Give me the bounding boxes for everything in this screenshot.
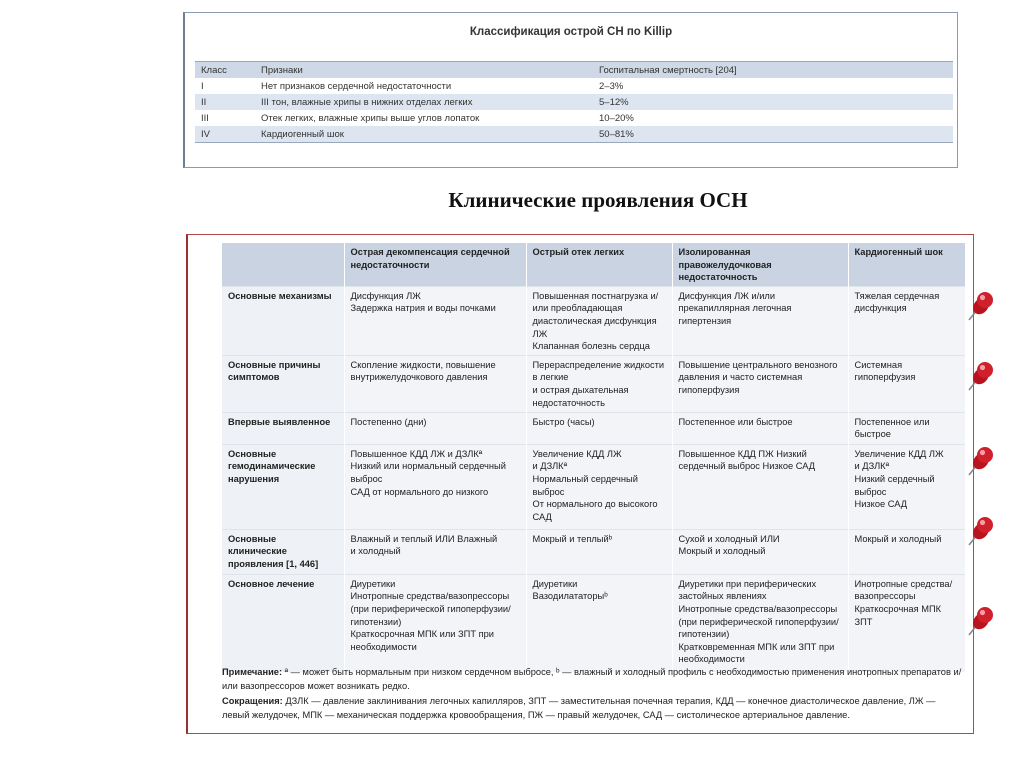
clinical-table-frame [186,234,974,734]
killip-title: Классификация острой СН по Killip [469,26,673,38]
killip-row [195,78,953,94]
killip-mortality: 5–12% [599,96,629,108]
table-cell: Постепенно (дни) [344,412,526,444]
abbreviations-paragraph [222,695,962,722]
killip-mortality: 50–81% [599,128,634,140]
killip-header-mortality: Госпитальная смертность [204] [599,64,737,76]
row-header: Основные гемодинамические нарушения [222,444,344,529]
note-text: ª — может быть нормальным при низком сердечном выбросе, ᵇ — влажный и холодный профиль с необходимостью применения инотропных препаратов и/или вазопрессоров может возникать редко. [222,667,962,691]
table-cell: Диуретики Вазодилататорыᵇ [526,574,672,672]
table-cell: Тяжелая сердечная дисфункция [848,286,965,355]
slide-heading-container [0,188,1024,213]
killip-classification-box [183,12,958,168]
header-acute-decompensation: Острая декомпенсация сердечной недостаточности [344,243,526,286]
table-cell: Постепенное или быстрое [672,412,848,444]
killip-mortality: 2–3% [599,80,624,92]
row-header: Основные клинические проявления [1, 446] [222,529,344,574]
killip-signs: Кардиогенный шок [261,128,344,140]
row-header: Основные механизмы [222,286,344,355]
note-label: Примечание: [222,667,283,677]
killip-header-signs: Признаки [261,64,303,76]
row-header: Впервые выявленное [222,412,344,444]
table-cell: Диуретики Инотропные средства/вазопрессоры (при периферической гипоперфузии/гипотензии) Краткосрочная МПК или ЗПТ при необходимости [344,574,526,672]
slide-heading: Клинические проявления ОСН [448,188,748,212]
pushpin-icon [963,605,995,639]
header-pulmonary-edema: Острый отек легких [526,243,672,286]
table-cell: Дисфункция ЛЖ и/или прекапиллярная легочная гипертензия [672,286,848,355]
pushpin-icon [963,515,995,549]
killip-class: III [201,112,209,124]
table-cell: Постепенное или быстрое [848,412,965,444]
abbreviations-label: Сокращения: [222,696,283,706]
table-cell: Повышенная постнагрузка и/или преобладающая диастолическая дисфункция ЛЖ Клапанная болезнь сердца [526,286,672,355]
table-cell: Перераспределение жидкости в легкие и острая дыхательная недостаточность [526,355,672,412]
killip-class: II [201,96,207,108]
abbreviations-text: ДЗЛК — давление заклинивания легочных капилляров, ЗПТ — заместительная почечная терапия, КДД — конечное диастолическое давление, ЛЖ — левый желудочек, МПК — механическая поддержка кровообращения, ПЖ — правый желудочек, САД — систолическое артериальное давление. [222,696,936,720]
header-right-ventricular-failure: Изолированная правожелудочковая недостаточность [672,243,848,286]
table-cell: Увеличение КДД ЛЖ и ДЗЛКª Низкий сердечный выброс Низкое САД [848,444,965,529]
table-cell: Скопление жидкости, повышение внутрижелудочкового давления [344,355,526,412]
table-cell: Сухой и холодный ИЛИ Мокрый и холодный [672,529,848,574]
table-cell: Увеличение КДД ЛЖ и ДЗЛКª Нормальный сердечный выброс От нормального до высокого САД [526,444,672,529]
clinical-manifestations-table [222,243,965,672]
table-cell: Дисфункция ЛЖ Задержка натрия и воды почками [344,286,526,355]
table-cell: Мокрый и теплыйᵇ [526,529,672,574]
table-row [222,444,965,529]
table-row [222,412,965,444]
table-cell: Повышенное КДД ЛЖ и ДЗЛКª Низкий или нормальный сердечный выброс САД от нормального до низкого [344,444,526,529]
killip-signs: III тон, влажные хрипы в нижних отделах легких [261,96,473,108]
note-paragraph [222,666,962,693]
killip-row [195,110,953,126]
header-empty [222,243,344,286]
pushpin-icon [963,290,995,324]
table-cell: Повышение центрального венозного давления и часто системная гипоперфузия [672,355,848,412]
pushpin-icon [963,360,995,394]
table-cell: Мокрый и холодный [848,529,965,574]
killip-header-row [195,62,953,79]
row-header: Основное лечение [222,574,344,672]
table-cell: Диуретики при периферических застойных явлениях Инотропные средства/вазопрессоры (при периферической гипоперфузии/гипотензии) Кратковременная МПК или ЗПТ при необходимости [672,574,848,672]
killip-signs: Отек легких, влажные хрипы выше углов лопаток [261,112,480,124]
table-cell: Системная гипоперфузия [848,355,965,412]
killip-row [195,94,953,110]
killip-class: IV [201,128,210,140]
table-row [222,355,965,412]
killip-mortality: 10–20% [599,112,634,124]
clinical-header-row [222,243,965,286]
killip-signs: Нет признаков сердечной недостаточности [261,80,452,92]
table-row [222,574,965,672]
table-row [222,529,965,574]
table-cell: Инотропные средства/вазопрессоры Краткосрочная МПК ЗПТ [848,574,965,672]
header-cardiogenic-shock: Кардиогенный шок [848,243,965,286]
table-notes [222,666,962,722]
pushpin-icon [963,445,995,479]
killip-table [195,61,953,143]
table-cell: Влажный и теплый ИЛИ Влажный и холодный [344,529,526,574]
table-cell: Повышенное КДД ПЖ Низкий сердечный выброс Низкое САД [672,444,848,529]
killip-row [195,126,953,143]
row-header: Основные причины симптомов [222,355,344,412]
killip-class: I [201,80,204,92]
killip-header-class: Класс [201,64,227,76]
table-row [222,286,965,355]
table-cell: Быстро (часы) [526,412,672,444]
